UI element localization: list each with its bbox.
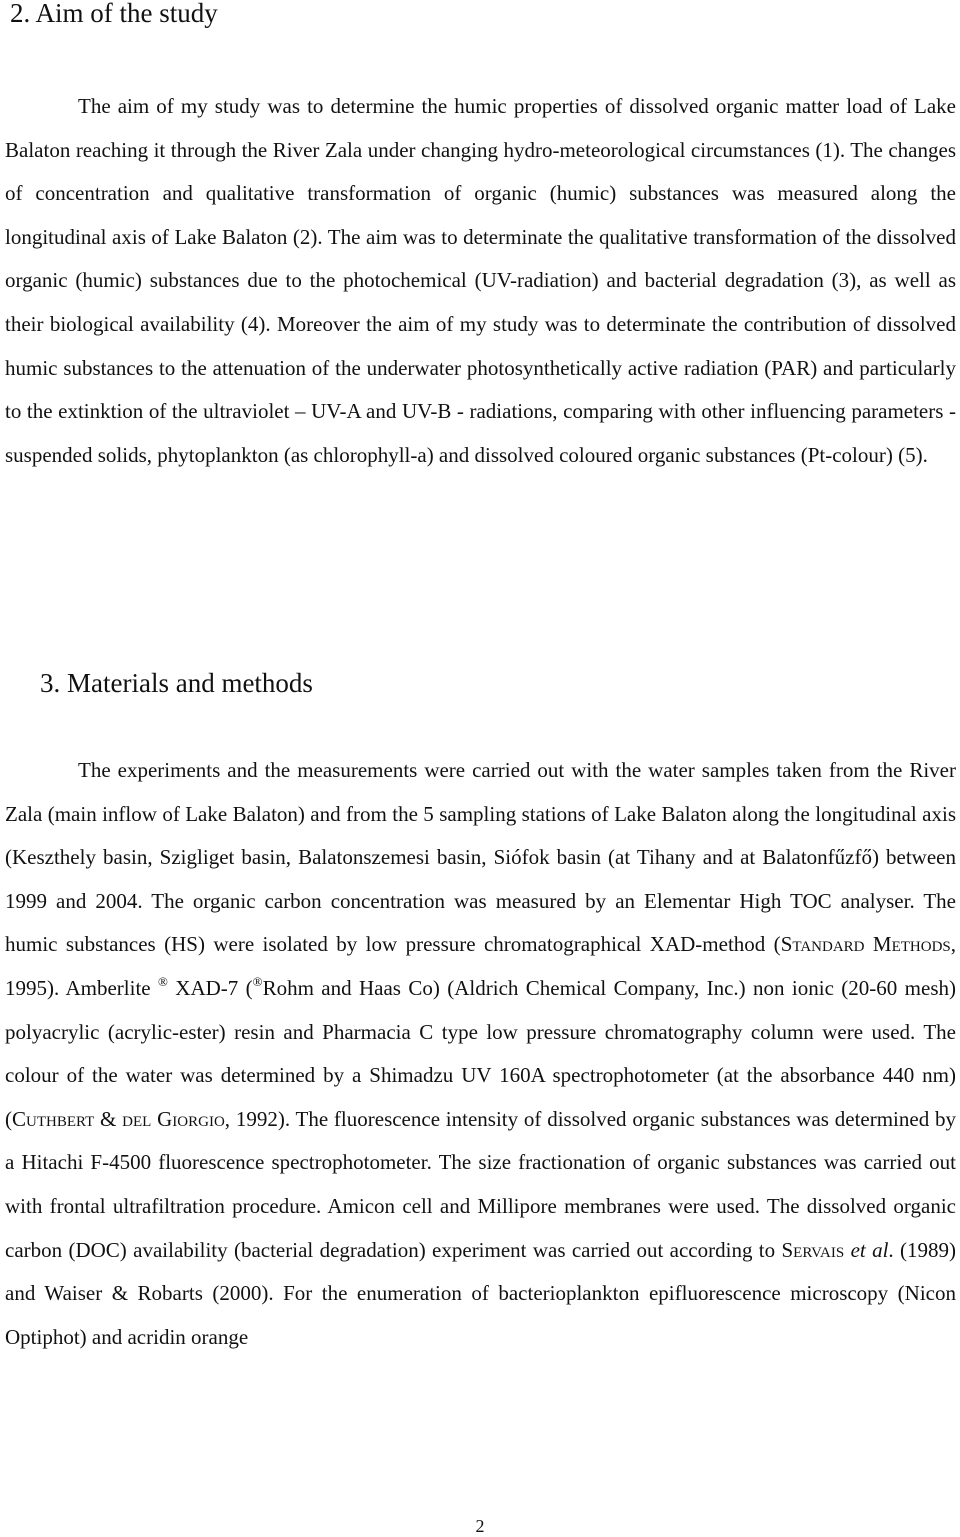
citation-cuthbert: Cuthbert & del Giorgio [12,1106,225,1131]
citation-et-al: et al [850,1237,889,1262]
citation-standard-methods: Standard Methods [780,932,951,957]
registered-mark: ® [252,973,263,989]
section-heading-methods: 3. Materials and methods [40,668,313,698]
section-heading-aim: 2. Aim of the study [10,0,218,28]
methods-text-7: . (1989) and Waiser & Robarts (2000). For the enumeration of bacterioplankton epifluorescence microscopy (Nicon Optiphot) and acridin orange [5,1237,957,1349]
methods-text-3: XAD-7 ( [167,975,253,1000]
registered-mark: ® [158,973,168,989]
methods-text-5: , 1992). The fluorescence intensity of dissolved organic substances was determined by a Hitachi F-4500 fluorescence spectrophotometer. The size fractionation of organic substances was carried out with frontal ultrafiltration procedure. Amicon cell and Millipore membranes were used. The dissolved organic carbon (DOC) availability (bacterial degradation) experiment was carried out according to [5,1106,957,1262]
paragraph-aim: The aim of my study was to determine the humic properties of dissolved organic matter load of Lake Balaton reaching it through the River Zala under changing hydro-meteorological circumstances (1). The changes of concentration and qualitative transformation of organic (humic) substances was measured along the longitudinal axis of Lake Balaton (2). The aim was to determinate the qualitative transformation of the dissolved organic (humic) substances due to the photochemical (UV-radiation) and bacterial degradation (3), as well as their biological availability (4). Moreover the aim of my study was to determinate the contribution of dissolved humic substances to the attenuation of the underwater photosynthetically active radiation (PAR) and particularly to the extinktion of the ultraviolet – UV-A and UV-B - radiations, comparing with other influencing parameters - suspended solids, phytoplankton (as chlorophyll-a) and dissolved coloured organic substances (Pt-colour) (5). [5,94,956,467]
page-number: 2 [475,1516,485,1536]
citation-servais: Servais [781,1237,845,1262]
methods-text-4: Rohm and Haas Co) (Aldrich Chemical Company, Inc.) non ionic (20-60 mesh) polyacrylic (acrylic-ester) resin and Pharmacia C type low pressure chromatography column were used. The colour of the water was determined by a Shimadzu UV 160A spectrophotometer (at the absorbance 440 nm) ( [5,975,956,1131]
methods-text-1: The experiments and the measurements were carried out with the water samples taken from the River Zala (main inflow of Lake Balaton) and from the 5 sampling stations of Lake Balaton along the longitudinal axis (Keszthely basin, Szigliget basin, Balatonszemesi basin, Siófok basin (at Tihany and at Balatonfűzfő) between 1999 and 2004. The organic carbon concentration was measured by an Elementar High TOC analyser. The humic substances (HS) were isolated by low pressure chromatographical XAD-method ( [5,758,956,957]
paragraph-methods [5,749,956,1359]
methods-text-2: , 1995). Amberlite [5,932,956,1000]
